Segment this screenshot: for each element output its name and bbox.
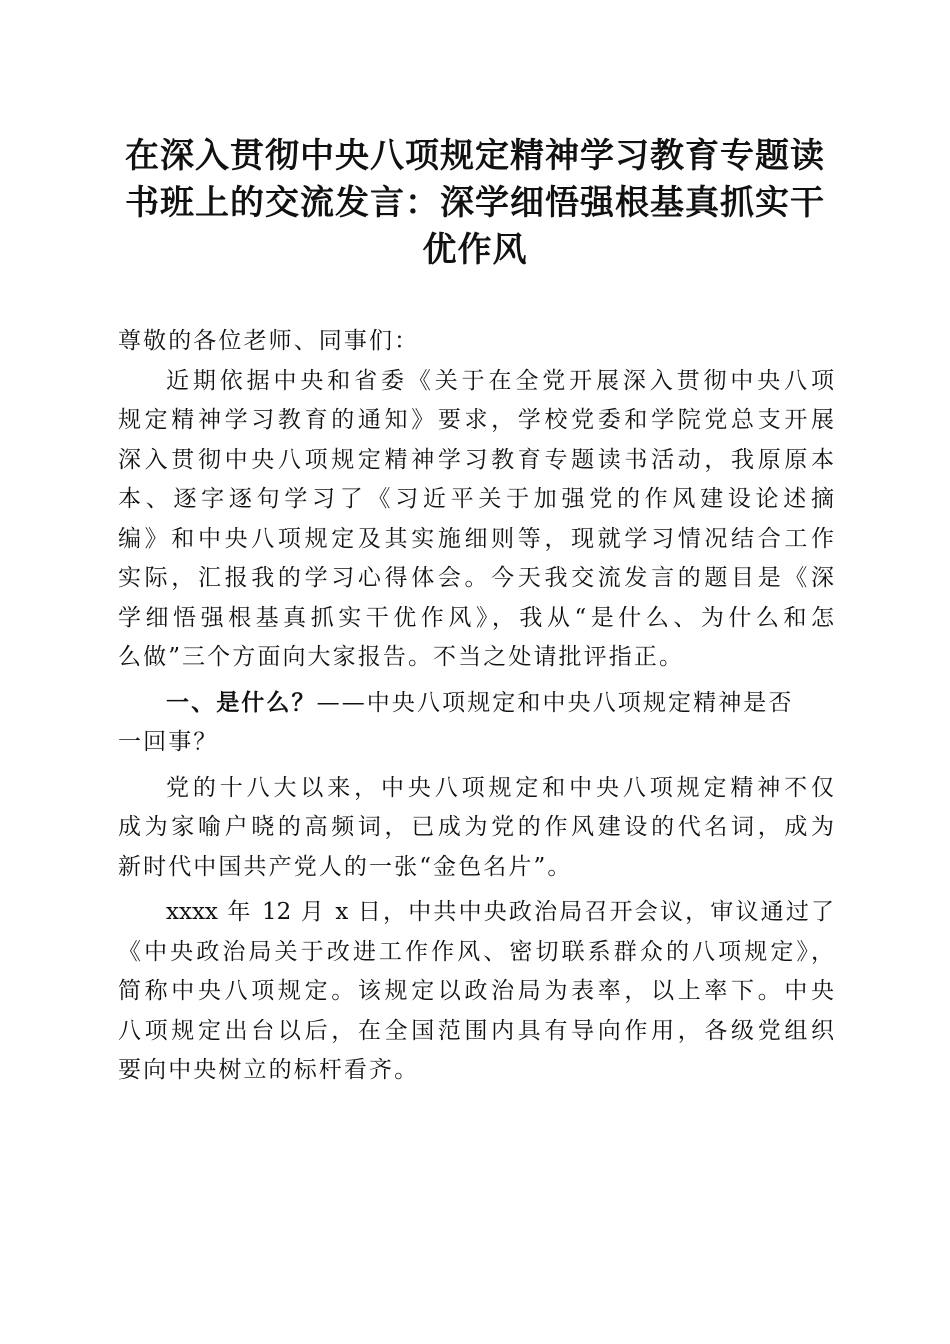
paragraph-line: 么做”三个方面向大家报告。不当之处请批评指正。	[118, 644, 685, 670]
document-title	[110, 133, 840, 274]
section-heading-line	[118, 684, 834, 724]
paragraph-line: 编》和中央八项规定及其实施细则等，现就学习情况结合工作	[118, 525, 834, 552]
paragraph-line: 八项规定出台以后，在全国范围内具有导向作用，各级党组织	[118, 1017, 834, 1044]
section-heading-line: 一回事？	[118, 729, 219, 755]
salutation: 尊敬的各位老师、同事们：	[118, 328, 420, 354]
section-heading-1	[118, 684, 834, 763]
paragraph-line: 要向中央树立的标杆看齐。	[118, 1057, 420, 1083]
paragraph-line: 本、逐字逐句学习了《习近平关于加强党的作风建设论述摘	[118, 486, 834, 512]
paragraph-line: 新时代中国共产党人的一张“金色名片”。	[118, 853, 573, 880]
title-line: 优作风	[422, 230, 528, 270]
paragraph-line: 深入贯彻中央八项规定精神学习教育专题读书活动，我原原本	[118, 446, 834, 473]
paragraph-line: 党的十八大以来，中央八项规定和中央八项规定精神不仅	[166, 774, 834, 801]
paragraph-line: 实际，汇报我的学习心得体会。今天我交流发言的题目是《深	[118, 565, 834, 591]
paragraph-background	[118, 769, 834, 888]
paragraph-line: xxxx 年 12 月 x 日，中共中央政治局召开会议，审议通过了	[166, 899, 834, 925]
title-line: 书班上的交流发言：深学细悟强根基真抓实干	[125, 183, 825, 223]
paragraph-intro	[118, 362, 834, 678]
section-heading-label: 一、是什么？	[166, 689, 317, 716]
paragraph-history	[118, 893, 834, 1091]
paragraph-line: 简称中央八项规定。该规定以政治局为表率，以上率下。中央	[118, 978, 834, 1004]
paragraph-line: 学细悟强根基真抓实干优作风》，我从“是什么、为什么和怎	[118, 604, 834, 631]
paragraph-line: 《中央政治局关于改进工作作风、密切联系群众的八项规定》，	[118, 938, 834, 965]
paragraph-line: 规定精神学习教育的通知》要求，学校党委和学院党总支开展	[118, 407, 834, 433]
title-line: 在深入贯彻中央八项规定精神学习教育专题读	[125, 136, 825, 176]
paragraph-line: 成为家喻户晓的高频词，已成为党的作风建设的代名词，成为	[118, 814, 834, 840]
section-heading-question: ——中央八项规定和中央八项规定精神是否	[316, 689, 794, 716]
document-body	[118, 322, 834, 1091]
paragraph-line: 近期依据中央和省委《关于在全党开展深入贯彻中央八项	[166, 367, 834, 394]
